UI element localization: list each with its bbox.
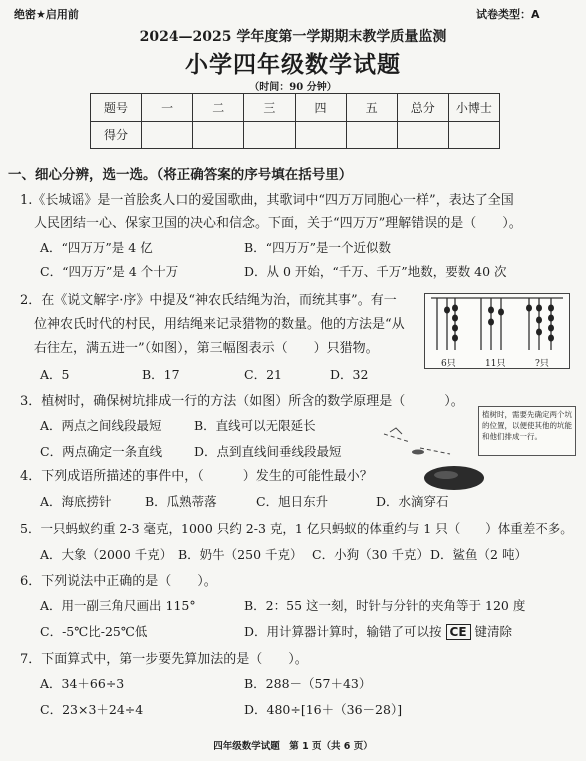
q5-option-b: B．奶牛（250 千克） <box>178 547 303 562</box>
q2-option-c: C．21 <box>244 367 282 382</box>
q7-option-c: C．23×3＋24÷4 <box>40 702 144 717</box>
ce-key-icon: CE <box>446 624 471 640</box>
page-footer: 四年级数学试题 第 1 页（共 6 页） <box>213 741 373 752</box>
q1-line-1: 1.《长城谣》是一首脍炙人口的爱国歌曲，其歌词中“四万万同胞心一样”，表达了全国 <box>20 193 514 208</box>
exam-subtitle: 2024—2025 学年度第一学期期末教学质量监测 <box>139 29 447 45</box>
score-blank-cell[interactable] <box>397 121 448 149</box>
score-header-cell: 二 <box>193 94 244 122</box>
q4-line-1: 4．下列成语所描述的事件中，（ ）发生的可能性最小？ <box>20 469 373 484</box>
q6-option-d <box>244 622 512 640</box>
score-header-cell: 四 <box>295 94 346 122</box>
q7-option-a: A．34＋66÷3 <box>40 676 125 691</box>
q2-option-a: A．5 <box>40 367 70 382</box>
q1-line-2: 人民团结一心、保家卫国的决心和信念。下面，关于“四万万”理解错误的是（ ）。 <box>34 216 522 231</box>
knot-label-1: 6只 <box>441 359 456 369</box>
q3-option-b: B．直线可以无限延长 <box>194 418 316 433</box>
knot-rope-figure <box>424 293 570 369</box>
q1-option-d: D．从 0 开始，“千万、千万”地数，要数 40 次 <box>244 264 507 279</box>
section-heading: 一、细心分辨，选一选。（将正确答案的序号填在括号里） <box>8 167 353 183</box>
q6-option-b: B．2：55 这一刻，时针与分针的夹角等于 120 度 <box>244 598 526 613</box>
score-blank-cell[interactable] <box>448 121 499 149</box>
knot-label-2: 11只 <box>485 359 506 369</box>
score-header-cell: 五 <box>346 94 397 122</box>
q4-option-a: A．海底捞针 <box>40 494 112 509</box>
tree-planting-illustration <box>380 420 490 498</box>
score-table-score-row <box>91 121 500 149</box>
q6-option-d-text: D．用计算器计算时，输错了可以按 <box>244 624 442 639</box>
score-header-cell: 一 <box>142 94 193 122</box>
q6-option-d-suffix: 键清除 <box>474 624 513 639</box>
q3-option-a: A．两点之间线段最短 <box>40 418 162 433</box>
q7-option-d: D．480÷[16＋（36－28）] <box>244 702 403 717</box>
exam-title: 小学四年级数学试题 <box>185 52 401 78</box>
score-blank-cell[interactable] <box>295 121 346 149</box>
q5-line-1: 5．一只蚂蚁约重 2-3 毫克，1000 只约 2-3 克，1 亿只蚂蚁的体重约与 1 只（ ）体重差不多。 <box>20 521 573 536</box>
score-table-header-row <box>91 94 500 122</box>
score-header-cell: 三 <box>244 94 295 122</box>
knot-label-3: ?只 <box>535 359 549 369</box>
q4-option-b: B．瓜熟蒂落 <box>145 494 217 509</box>
q1-option-b: B．“四万万”是一个近似数 <box>244 240 391 255</box>
score-blank-cell[interactable] <box>244 121 295 149</box>
q5-option-d: D．鲨鱼（2 吨） <box>430 547 527 562</box>
paper-type-label: 试卷类型：A <box>476 8 540 21</box>
score-label-cell: 得分 <box>91 121 142 149</box>
score-blank-cell[interactable] <box>346 121 397 149</box>
score-header-cell: 总分 <box>397 94 448 122</box>
q7-line-1: 7．下面算式中，第一步要先算加法的是（ ）。 <box>20 652 308 667</box>
q3-option-c: C．两点确定一条直线 <box>40 444 163 459</box>
q2-line-3: 右往左，满五进一”（如图），第三幅图表示（ ）只猎物。 <box>34 341 379 356</box>
q5-option-a: A．大象（2000 千克） <box>40 547 173 562</box>
q6-option-a: A．用一副三角尺画出 115° <box>40 598 196 613</box>
q6-line-1: 6．下列说法中正确的是（ ）。 <box>20 574 217 589</box>
tree-planting-callout: 植树时，需要先确定两个坑的位置，以便使其他的坑能和他们排成一行。 <box>478 406 576 456</box>
q3-option-d: D．点到直线间垂线段最短 <box>194 444 342 459</box>
q6-option-c: C．-5℃比-25℃低 <box>40 624 148 639</box>
q3-line-1: 3．植树时，确保树坑排成一行的方法（如图）所含的数学原理是（ ）。 <box>20 394 464 409</box>
q4-option-d: D．水滴穿石 <box>376 494 449 509</box>
knot-ropes-drawing <box>425 294 569 354</box>
q4-option-c: C．旭日东升 <box>256 494 329 509</box>
q1-option-c: C．“四万万”是 4 个十万 <box>40 264 179 279</box>
score-table <box>90 93 500 149</box>
score-blank-cell[interactable] <box>142 121 193 149</box>
exam-time: （时间：90 分钟） <box>249 82 337 93</box>
score-blank-cell[interactable] <box>193 121 244 149</box>
q2-option-b: B．17 <box>142 367 180 382</box>
q2-line-2: 位神农氏时代的村民，用结绳来记录猎物的数量。他的方法是“从 <box>34 317 405 332</box>
q5-option-c: C．小狗（30 千克） <box>312 547 429 562</box>
confidential-label: 绝密★启用前 <box>14 8 79 21</box>
score-header-cell: 题号 <box>91 94 142 122</box>
q2-option-d: D．32 <box>330 367 369 382</box>
score-header-cell: 小博士 <box>448 94 499 122</box>
q7-option-b: B．288－（57＋43） <box>244 676 372 691</box>
q2-line-1: 2．在《说文解字·序》中提及“神农氏结绳为治，而统其事”。有一 <box>20 293 397 308</box>
q1-option-a: A．“四万万”是 4 亿 <box>40 240 153 255</box>
